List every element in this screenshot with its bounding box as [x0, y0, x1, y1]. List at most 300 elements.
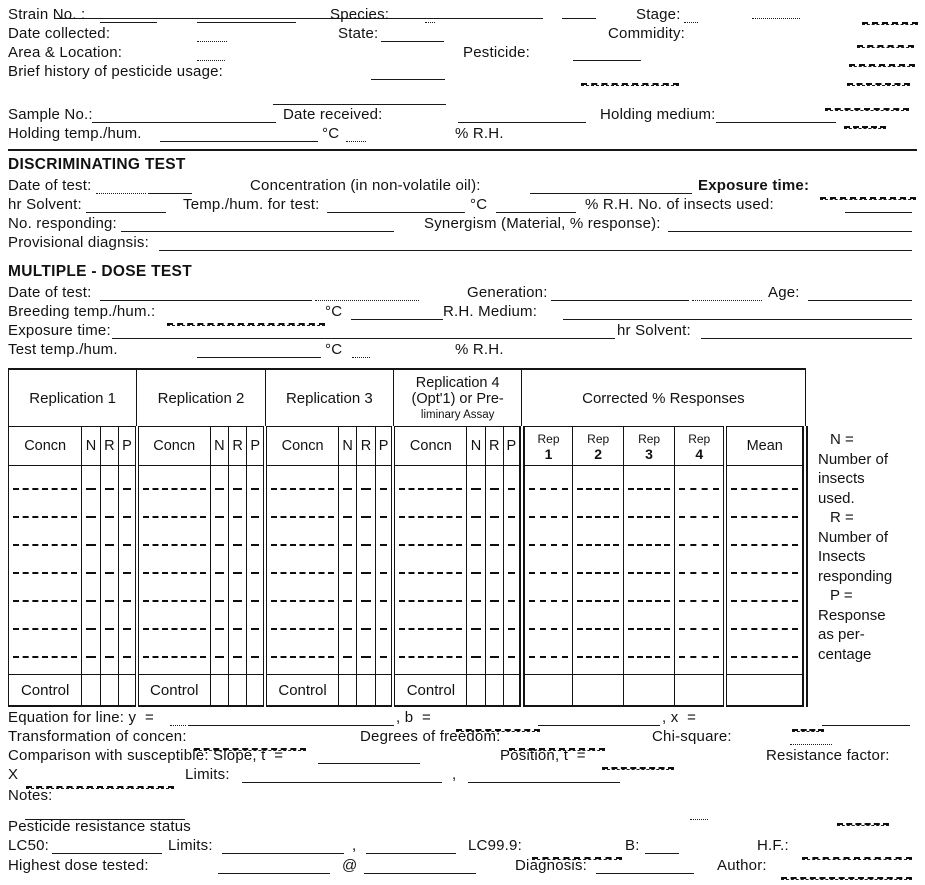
generation-field[interactable] [551, 287, 689, 301]
dash-cell[interactable] [393, 466, 466, 495]
dash-cell[interactable] [357, 634, 375, 662]
fill-dashes [13, 488, 77, 490]
section-divider [8, 149, 917, 151]
diagnosis-field[interactable] [596, 860, 694, 874]
col-n: N [338, 427, 356, 466]
insects-used-field[interactable] [845, 199, 912, 213]
equation-x-field-2[interactable] [822, 712, 910, 726]
fill-dashes [143, 488, 206, 490]
test-hum-field[interactable] [352, 344, 370, 358]
row-history-cont [0, 88, 925, 108]
holding-hum-field[interactable] [346, 128, 366, 142]
dash-cell[interactable] [82, 522, 100, 550]
dash-cell[interactable] [485, 466, 503, 495]
temp-hum-test-field[interactable] [327, 199, 465, 213]
control-cell[interactable] [100, 675, 118, 707]
control-cell[interactable] [247, 675, 265, 707]
dash-cell[interactable] [675, 494, 726, 522]
dash-cell[interactable] [228, 606, 246, 634]
legend-line: responding [818, 567, 893, 585]
dash-cell[interactable] [503, 522, 521, 550]
dash-cell[interactable] [228, 522, 246, 550]
at-field[interactable] [364, 860, 476, 874]
dash-cell[interactable] [118, 634, 136, 662]
dash-cell[interactable] [485, 606, 503, 634]
disc-date-field[interactable] [96, 180, 146, 194]
fill-dashes [343, 516, 352, 518]
sample-no-field[interactable] [92, 109, 276, 123]
dash-cell[interactable] [210, 466, 228, 495]
fill-dashes [143, 516, 206, 518]
fill-dashes [679, 600, 719, 602]
dash-cell[interactable] [675, 550, 726, 578]
control-cell[interactable] [573, 675, 624, 707]
slope-t-field[interactable] [318, 750, 420, 764]
dash-cell[interactable] [725, 494, 805, 522]
dash-cell[interactable] [137, 606, 210, 634]
dose-response-table [8, 368, 808, 707]
fill-dashes [628, 656, 670, 658]
dash-cell[interactable] [137, 522, 210, 550]
dash-cell[interactable] [265, 578, 338, 606]
dash-cell[interactable] [338, 606, 356, 634]
dash-cell[interactable] [467, 494, 485, 522]
fill-dashes [471, 488, 480, 490]
dash-cell[interactable] [573, 578, 624, 606]
fill-dashes [123, 516, 131, 518]
dash-cell[interactable] [375, 606, 393, 634]
fill-dashes [380, 516, 388, 518]
dash-cell[interactable] [675, 634, 726, 662]
dash-cell[interactable] [9, 606, 82, 634]
dash-cell[interactable] [624, 466, 675, 495]
highest-dose-field[interactable] [218, 860, 330, 874]
dash-cell[interactable] [467, 578, 485, 606]
history-field-2[interactable] [581, 83, 679, 86]
dash-cell[interactable] [522, 466, 573, 495]
dash-cell[interactable] [624, 522, 675, 550]
dash-cell[interactable] [393, 634, 466, 662]
strain-no-field[interactable] [100, 9, 157, 23]
dash-cell[interactable] [503, 578, 521, 606]
test-temp-label: Test temp./hum. [8, 341, 118, 358]
dash-cell[interactable] [503, 606, 521, 634]
fill-dashes [577, 628, 619, 630]
fill-dashes [471, 516, 480, 518]
dash-cell[interactable] [573, 494, 624, 522]
fill-dashes [86, 572, 95, 574]
md-pct-rh-label: % R.H. [455, 341, 504, 358]
disc-hum-field[interactable] [496, 199, 576, 213]
dash-cell[interactable] [573, 466, 624, 495]
col-r: R [100, 427, 118, 466]
dash-cell[interactable] [338, 578, 356, 606]
dash-cell[interactable] [624, 634, 675, 662]
row-x-limits [0, 766, 925, 786]
dash-cell[interactable] [82, 606, 100, 634]
dash-cell[interactable] [265, 606, 338, 634]
dash-cell[interactable] [522, 606, 573, 634]
table-data-row [9, 550, 806, 578]
dash-cell[interactable] [357, 466, 375, 495]
fill-dashes [628, 488, 670, 490]
dash-cell[interactable] [228, 466, 246, 495]
dash-cell[interactable] [522, 550, 573, 578]
strain-no-field-2[interactable] [197, 9, 296, 23]
control-cell[interactable] [210, 675, 228, 707]
pesticide-field[interactable] [573, 47, 641, 61]
lc50-comma: , [352, 837, 357, 854]
dash-cell[interactable] [485, 578, 503, 606]
dash-cell[interactable] [393, 494, 466, 522]
dash-cell[interactable] [624, 578, 675, 606]
dash-cell[interactable] [675, 606, 726, 634]
dash-cell[interactable] [9, 550, 82, 578]
dash-cell[interactable] [573, 634, 624, 662]
dash-cell[interactable] [210, 606, 228, 634]
medium-field[interactable] [563, 306, 912, 320]
dash-cell[interactable] [118, 606, 136, 634]
md-date-field-2[interactable] [315, 287, 419, 301]
chi-square-field[interactable] [790, 731, 832, 745]
fill-dashes [271, 656, 334, 658]
fill-dashes [233, 516, 242, 518]
dash-cell[interactable] [100, 466, 118, 495]
dash-cell[interactable] [210, 522, 228, 550]
row-provisional [0, 234, 925, 254]
dash-cell[interactable] [210, 634, 228, 662]
dash-cell[interactable] [573, 550, 624, 578]
fill-dashes [731, 628, 798, 630]
dash-cell[interactable] [375, 634, 393, 662]
dash-cell[interactable] [467, 634, 485, 662]
dash-cell[interactable] [522, 494, 573, 522]
no-responding-field[interactable] [121, 218, 394, 232]
dash-cell[interactable] [503, 634, 521, 662]
fill-dashes [271, 516, 334, 518]
dash-cell[interactable] [247, 494, 265, 522]
fill-dashes [628, 516, 670, 518]
col-rep-2: Rep 2 [573, 427, 624, 466]
equation-y-field-2[interactable] [188, 712, 394, 726]
dash-cell[interactable] [82, 578, 100, 606]
fill-dashes [380, 488, 388, 490]
control-cell[interactable] [357, 675, 375, 707]
species-field[interactable] [425, 9, 435, 23]
sample-no-label: Sample No.: [8, 106, 93, 123]
dash-cell[interactable] [393, 522, 466, 550]
fill-dashes [233, 572, 242, 574]
dash-cell[interactable] [725, 522, 805, 550]
area-location-field[interactable] [197, 47, 225, 61]
dash-cell[interactable] [9, 494, 82, 522]
control-label: Control [393, 675, 466, 707]
dash-cell[interactable] [725, 606, 805, 634]
fill-dashes [215, 628, 224, 630]
dash-cell[interactable] [9, 578, 82, 606]
lc50-limits-field[interactable] [222, 840, 344, 854]
fill-dashes [731, 656, 798, 658]
dash-cell[interactable] [82, 550, 100, 578]
generation-label: Generation: [467, 284, 548, 301]
provisional-field[interactable] [159, 237, 912, 251]
b-field[interactable] [645, 840, 679, 854]
dash-cell[interactable] [485, 522, 503, 550]
dash-cell[interactable] [467, 522, 485, 550]
fill-dashes [233, 628, 242, 630]
equation-y-field[interactable] [170, 712, 186, 726]
dash-cell[interactable] [137, 494, 210, 522]
disc-date-field-2[interactable] [148, 180, 192, 194]
fill-dashes [361, 656, 370, 658]
limits-label: Limits: [185, 766, 230, 783]
control-cell[interactable] [624, 675, 675, 707]
dash-cell[interactable] [725, 466, 805, 495]
dash-cell[interactable] [137, 634, 210, 662]
generation-field-2[interactable] [692, 287, 762, 301]
row-md-breeding [0, 303, 925, 323]
fill-dashes [577, 488, 619, 490]
status-title: Pesticide resistance status [8, 818, 191, 835]
dash-cell[interactable] [573, 522, 624, 550]
history-field[interactable] [371, 66, 445, 80]
b-label: B: [625, 837, 640, 854]
dash-cell[interactable] [522, 634, 573, 662]
dash-cell[interactable] [338, 634, 356, 662]
control-cell[interactable] [485, 675, 503, 707]
dash-cell[interactable] [210, 550, 228, 578]
dash-cell[interactable] [393, 578, 466, 606]
dash-cell[interactable] [675, 522, 726, 550]
state-field[interactable] [381, 28, 444, 42]
legend-line: used. [818, 489, 855, 507]
dash-cell[interactable] [485, 634, 503, 662]
history-field-3[interactable] [847, 83, 910, 86]
row-strain [0, 6, 925, 26]
dash-cell[interactable] [467, 550, 485, 578]
holding-medium-field[interactable] [716, 109, 836, 123]
dash-cell[interactable] [137, 466, 210, 495]
equation-b-field-2[interactable] [538, 712, 660, 726]
control-row [9, 675, 806, 707]
fill-dashes [490, 544, 499, 546]
breeding-hum-field[interactable] [351, 306, 443, 320]
dash-cell[interactable] [247, 550, 265, 578]
test-temp-field[interactable] [197, 344, 321, 358]
date-collected-field[interactable] [197, 28, 227, 42]
control-cell[interactable] [467, 675, 485, 707]
dash-cell[interactable] [265, 522, 338, 550]
dash-cell[interactable] [573, 606, 624, 634]
legend-line: Response [818, 606, 886, 624]
holding-temp-label: Holding temp./hum. [8, 125, 142, 142]
dash-cell[interactable] [624, 606, 675, 634]
dash-cell[interactable] [247, 522, 265, 550]
concentration-label: Concentration (in non-volatile oil): [250, 177, 481, 194]
dash-cell[interactable] [357, 522, 375, 550]
lc50-field[interactable] [52, 840, 162, 854]
dash-cell[interactable] [9, 522, 82, 550]
dash-cell[interactable] [357, 494, 375, 522]
dash-cell[interactable] [375, 578, 393, 606]
dash-cell[interactable] [375, 466, 393, 495]
dash-cell[interactable] [118, 466, 136, 495]
control-cell[interactable] [375, 675, 393, 707]
dash-cell[interactable] [247, 578, 265, 606]
dash-cell[interactable] [82, 466, 100, 495]
dash-cell[interactable] [393, 550, 466, 578]
fill-dashes [13, 544, 77, 546]
date-received-field[interactable] [458, 109, 586, 123]
dash-cell[interactable] [118, 578, 136, 606]
dash-cell[interactable] [357, 550, 375, 578]
dash-cell[interactable] [228, 578, 246, 606]
hr-solvent-field[interactable] [86, 199, 166, 213]
dash-cell[interactable] [265, 494, 338, 522]
dash-cell[interactable] [100, 494, 118, 522]
dash-cell[interactable] [137, 550, 210, 578]
dash-cell[interactable] [375, 494, 393, 522]
dash-cell[interactable] [485, 494, 503, 522]
dash-cell[interactable] [137, 578, 210, 606]
dash-cell[interactable] [100, 634, 118, 662]
fill-dashes [731, 600, 798, 602]
dash-cell[interactable] [100, 606, 118, 634]
dash-cell[interactable] [338, 550, 356, 578]
dash-cell[interactable] [338, 494, 356, 522]
fill-dashes [13, 628, 77, 630]
multiple-dose-test-title: MULTIPLE - DOSE TEST [8, 263, 192, 280]
control-cell[interactable] [503, 675, 521, 707]
dash-cell[interactable] [100, 578, 118, 606]
dash-cell[interactable] [265, 550, 338, 578]
table-data-row [9, 494, 806, 522]
stage-field[interactable] [684, 9, 698, 23]
fill-dashes [361, 516, 370, 518]
fill-dashes [529, 544, 568, 546]
dash-cell[interactable] [522, 522, 573, 550]
lc50-limits-field-2[interactable] [366, 840, 456, 854]
dash-cell[interactable] [503, 466, 521, 495]
area-location-label: Area & Location: [8, 44, 123, 61]
dash-cell[interactable] [725, 634, 805, 662]
col-n: N [467, 427, 485, 466]
dash-cell[interactable] [228, 550, 246, 578]
md-date-field[interactable] [100, 287, 312, 301]
dash-cell[interactable] [100, 550, 118, 578]
dash-cell[interactable] [338, 522, 356, 550]
fill-dashes [731, 516, 798, 518]
dash-cell[interactable] [357, 578, 375, 606]
author-field[interactable] [781, 877, 912, 880]
dash-cell[interactable] [503, 550, 521, 578]
dash-cell[interactable] [247, 606, 265, 634]
dash-cell[interactable] [210, 578, 228, 606]
legend-line: centage [818, 645, 872, 663]
dash-cell[interactable] [118, 550, 136, 578]
dash-cell[interactable] [467, 466, 485, 495]
fill-dashes [251, 572, 259, 574]
holding-temp-field[interactable] [160, 128, 318, 142]
dash-cell[interactable] [210, 494, 228, 522]
md-solvent-field[interactable] [701, 325, 912, 339]
fill-dashes [105, 544, 114, 546]
fill-dashes [343, 544, 352, 546]
fill-dashes [471, 656, 480, 658]
equation-x-label: , x = [662, 709, 697, 726]
dash-cell[interactable] [485, 550, 503, 578]
dash-cell[interactable] [265, 466, 338, 495]
control-cell[interactable] [82, 675, 100, 707]
dash-cell[interactable] [118, 522, 136, 550]
limits-field[interactable] [242, 769, 442, 783]
control-cell[interactable] [338, 675, 356, 707]
dash-cell[interactable] [9, 466, 82, 495]
dash-cell[interactable] [82, 494, 100, 522]
dash-cell[interactable] [247, 466, 265, 495]
fill-dashes [577, 516, 619, 518]
row-history [0, 63, 925, 83]
dash-cell[interactable] [9, 634, 82, 662]
dash-cell[interactable] [624, 494, 675, 522]
control-cell[interactable] [675, 675, 726, 707]
control-cell[interactable] [725, 675, 805, 707]
dash-cell[interactable] [624, 550, 675, 578]
control-cell[interactable] [118, 675, 136, 707]
control-cell[interactable] [522, 675, 573, 707]
dash-cell[interactable] [725, 578, 805, 606]
dash-cell[interactable] [467, 606, 485, 634]
exposure-time-label: Exposure time: [698, 177, 810, 194]
concentration-field[interactable] [530, 180, 692, 194]
dash-cell[interactable] [118, 494, 136, 522]
dash-cell[interactable] [338, 466, 356, 495]
dash-cell[interactable] [675, 466, 726, 495]
dash-cell[interactable] [82, 634, 100, 662]
fill-dashes [529, 656, 568, 658]
synergism-field[interactable] [668, 218, 912, 232]
md-exposure-label: Exposure time: [8, 322, 111, 339]
dash-cell[interactable] [503, 494, 521, 522]
md-exposure-field[interactable] [112, 325, 615, 339]
fill-dashes [361, 600, 370, 602]
dash-cell[interactable] [375, 522, 393, 550]
fill-dashes [343, 628, 352, 630]
dash-cell[interactable] [393, 606, 466, 634]
dash-cell[interactable] [375, 550, 393, 578]
history-field-4[interactable] [273, 91, 446, 105]
dash-cell[interactable] [100, 522, 118, 550]
dash-cell[interactable] [247, 634, 265, 662]
fill-dashes [215, 544, 224, 546]
fill-dashes [679, 544, 719, 546]
limits-field-2[interactable] [468, 769, 620, 783]
col-p: P [247, 427, 265, 466]
dash-cell[interactable] [228, 634, 246, 662]
dash-cell[interactable] [357, 606, 375, 634]
history-label: Brief history of pesticide usage: [8, 63, 224, 80]
dash-cell[interactable] [265, 634, 338, 662]
age-field[interactable] [808, 287, 912, 301]
dash-cell[interactable] [675, 578, 726, 606]
dash-cell[interactable] [522, 578, 573, 606]
at-sign: @ [342, 857, 358, 874]
control-cell[interactable] [228, 675, 246, 707]
rh-medium-label: R.H. Medium: [443, 303, 538, 320]
dash-cell[interactable] [725, 550, 805, 578]
control-label: Control [9, 675, 82, 707]
dash-cell[interactable] [228, 494, 246, 522]
